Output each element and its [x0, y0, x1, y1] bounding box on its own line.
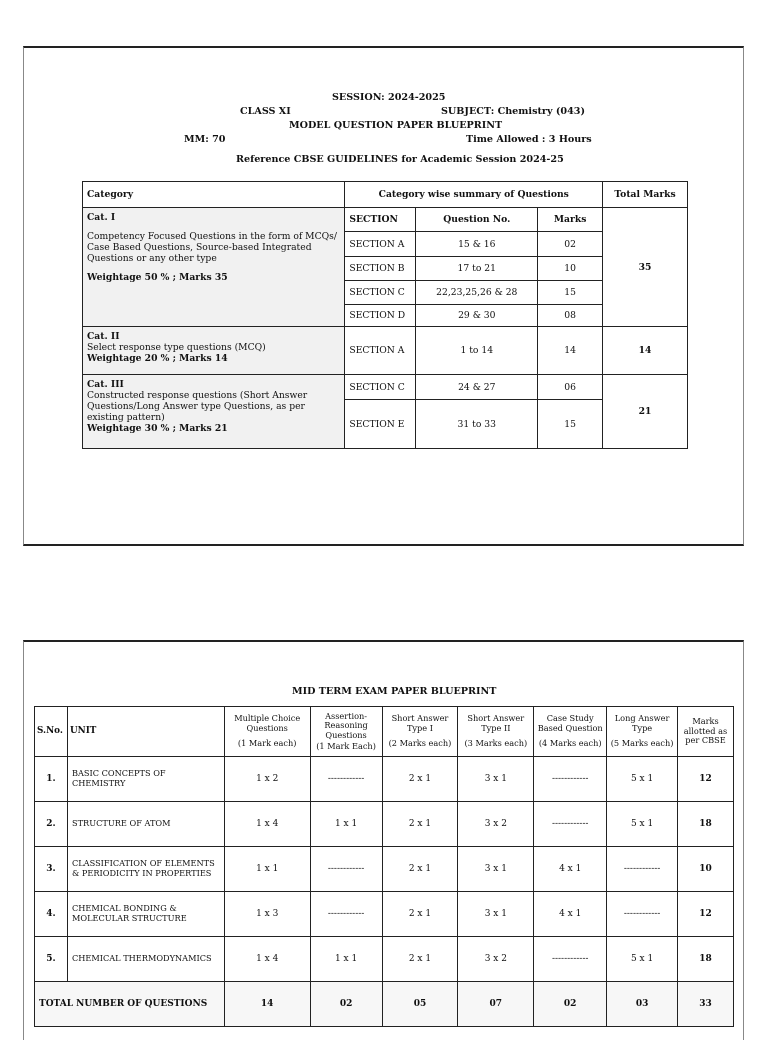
row-sa2: 3 x 2 [458, 802, 534, 847]
max-marks-label: MM: 70 [184, 134, 226, 145]
row-sno: 5. [35, 937, 68, 982]
row-unit: BASIC CONCEPTS OF CHEMISTRY [67, 757, 224, 802]
table-row [35, 937, 734, 982]
cat3-section: SECTION E [345, 400, 416, 449]
row-sno: 1. [35, 757, 68, 802]
row-mcq: 1 x 2 [224, 757, 310, 802]
cat3-section: SECTION C [345, 375, 416, 400]
cat1-marks: 08 [538, 305, 603, 327]
row-mcq: 1 x 4 [224, 802, 310, 847]
subheader-section: SECTION [345, 208, 416, 232]
header-total-marks: Total Marks [603, 182, 688, 208]
row-ar: ------------ [310, 892, 382, 937]
header-mcq: Multiple Choice Questions (1 Mark each) [224, 707, 310, 757]
session-label: SESSION: 2024-2025 [332, 92, 446, 103]
subheader-marks: Marks [538, 208, 603, 232]
cat1-marks: 10 [538, 257, 603, 281]
row-marks: 12 [678, 892, 734, 937]
cat1-section: SECTION D [345, 305, 416, 327]
category-3-cell [83, 375, 345, 449]
document-title: MODEL QUESTION PAPER BLUEPRINT [289, 120, 503, 131]
row-cs: ------------ [534, 802, 607, 847]
total-la: 03 [607, 982, 678, 1027]
row-ar: ------------ [310, 757, 382, 802]
row-sa2: 3 x 2 [458, 937, 534, 982]
mid-term-title: MID TERM EXAM PAPER BLUEPRINT [292, 686, 497, 697]
row-unit: CHEMICAL BONDING & MOLECULAR STRUCTURE [67, 892, 224, 937]
row-unit: STRUCTURE OF ATOM [67, 802, 224, 847]
category-2-total: 14 [603, 327, 688, 375]
row-marks: 18 [678, 937, 734, 982]
total-mcq: 14 [224, 982, 310, 1027]
header-marks-allotted: Marks allotted as per CBSE [678, 707, 734, 757]
row-la: 5 x 1 [607, 757, 678, 802]
subject-label: SUBJECT: Chemistry (043) [441, 106, 585, 117]
row-la: ------------ [607, 847, 678, 892]
header-long-answer: Long Answer Type (5 Marks each) [607, 707, 678, 757]
category-1-total: 35 [603, 208, 688, 327]
blueprint-page-2 [23, 640, 744, 1040]
category-1-description: Competency Focused Questions in the form of MCQs/ Case Based Questions, Source-based Integrated Questions or any other type [87, 231, 337, 265]
header-unit: UNIT [67, 707, 224, 757]
cat3-marks: 06 [538, 375, 603, 400]
mid-term-blueprint-table [34, 706, 734, 1027]
category-2-description: Select response type questions (MCQ) [87, 342, 266, 354]
category-2-title: Cat. II [87, 331, 120, 342]
header-case-study: Case Study Based Question (4 Marks each) [534, 707, 607, 757]
header-summary: Category wise summary of Questions [345, 182, 603, 208]
row-mcq: 1 x 4 [224, 937, 310, 982]
row-sa1: 2 x 1 [382, 847, 458, 892]
row-sa1: 2 x 1 [382, 757, 458, 802]
row-mcq: 1 x 1 [224, 847, 310, 892]
cat1-section: SECTION A [345, 232, 416, 257]
total-sa1: 05 [382, 982, 458, 1027]
header-short-answer-1: Short Answer Type I (2 Marks each) [382, 707, 458, 757]
reference-label: Reference CBSE GUIDELINES for Academic Session 2024-25 [236, 154, 564, 165]
cat1-marks: 02 [538, 232, 603, 257]
total-marks: 33 [678, 982, 734, 1027]
category-summary-table [82, 181, 688, 449]
table-row [35, 847, 734, 892]
table-row [35, 892, 734, 937]
row-la: ------------ [607, 892, 678, 937]
row-unit: CLASSIFICATION OF ELEMENTS & PERIODICITY IN PROPERTIES [67, 847, 224, 892]
row-cs: 4 x 1 [534, 847, 607, 892]
total-sa2: 07 [458, 982, 534, 1027]
category-2-weightage: Weightage 20 % ; Marks 14 [87, 353, 228, 365]
total-cs: 02 [534, 982, 607, 1027]
row-sno: 4. [35, 892, 68, 937]
category-3-description: Constructed response questions (Short Answer Questions/Long Answer type Questions, as per existing pattern) [87, 390, 308, 424]
blueprint-page-1 [23, 46, 744, 546]
table-row [35, 757, 734, 802]
cat1-section: SECTION B [345, 257, 416, 281]
row-sa1: 2 x 1 [382, 802, 458, 847]
total-label: TOTAL NUMBER OF QUESTIONS [35, 982, 225, 1027]
row-la: 5 x 1 [607, 802, 678, 847]
cat1-marks: 15 [538, 281, 603, 305]
row-marks: 10 [678, 847, 734, 892]
row-sno: 3. [35, 847, 68, 892]
row-marks: 12 [678, 757, 734, 802]
category-2-cell [83, 327, 345, 375]
row-ar: 1 x 1 [310, 937, 382, 982]
row-ar: 1 x 1 [310, 802, 382, 847]
cat1-qno: 22,23,25,26 & 28 [416, 281, 538, 305]
row-marks: 18 [678, 802, 734, 847]
header-assertion-reasoning: Assertion-Reasoning Questions (1 Mark Each) [310, 707, 382, 757]
subheader-question-no: Question No. [416, 208, 538, 232]
cat2-qno: 1 to 14 [416, 327, 538, 375]
row-sa2: 3 x 1 [458, 847, 534, 892]
time-allowed-label: Time Allowed : 3 Hours [466, 134, 592, 145]
category-3-weightage: Weightage 30 % ; Marks 21 [87, 423, 228, 435]
cat2-marks: 14 [538, 327, 603, 375]
cat3-qno: 24 & 27 [416, 375, 538, 400]
cat1-qno: 29 & 30 [416, 305, 538, 327]
category-1-weightage: Weightage 50 % ; Marks 35 [87, 272, 228, 284]
row-mcq: 1 x 3 [224, 892, 310, 937]
row-cs: 4 x 1 [534, 892, 607, 937]
row-sa1: 2 x 1 [382, 937, 458, 982]
row-sa2: 3 x 1 [458, 892, 534, 937]
row-cs: ------------ [534, 937, 607, 982]
cat3-marks: 15 [538, 400, 603, 449]
cat1-qno: 17 to 21 [416, 257, 538, 281]
row-sa1: 2 x 1 [382, 892, 458, 937]
header-sno: S.No. [35, 707, 68, 757]
cat1-section: SECTION C [345, 281, 416, 305]
category-3-title: Cat. III [87, 379, 124, 390]
cat2-section: SECTION A [345, 327, 416, 375]
total-row [35, 982, 734, 1027]
cat1-qno: 15 & 16 [416, 232, 538, 257]
header-category: Category [83, 182, 345, 208]
table-row [35, 802, 734, 847]
category-1-cell [83, 208, 345, 327]
total-ar: 02 [310, 982, 382, 1027]
class-label: CLASS XI [240, 106, 291, 117]
category-1-title: Cat. I [87, 212, 116, 223]
row-cs: ------------ [534, 757, 607, 802]
row-sno: 2. [35, 802, 68, 847]
row-la: 5 x 1 [607, 937, 678, 982]
cat3-qno: 31 to 33 [416, 400, 538, 449]
header-short-answer-2: Short Answer Type II (3 Marks each) [458, 707, 534, 757]
row-unit: CHEMICAL THERMODYNAMICS [67, 937, 224, 982]
row-sa2: 3 x 1 [458, 757, 534, 802]
category-3-total: 21 [603, 375, 688, 449]
row-ar: ------------ [310, 847, 382, 892]
